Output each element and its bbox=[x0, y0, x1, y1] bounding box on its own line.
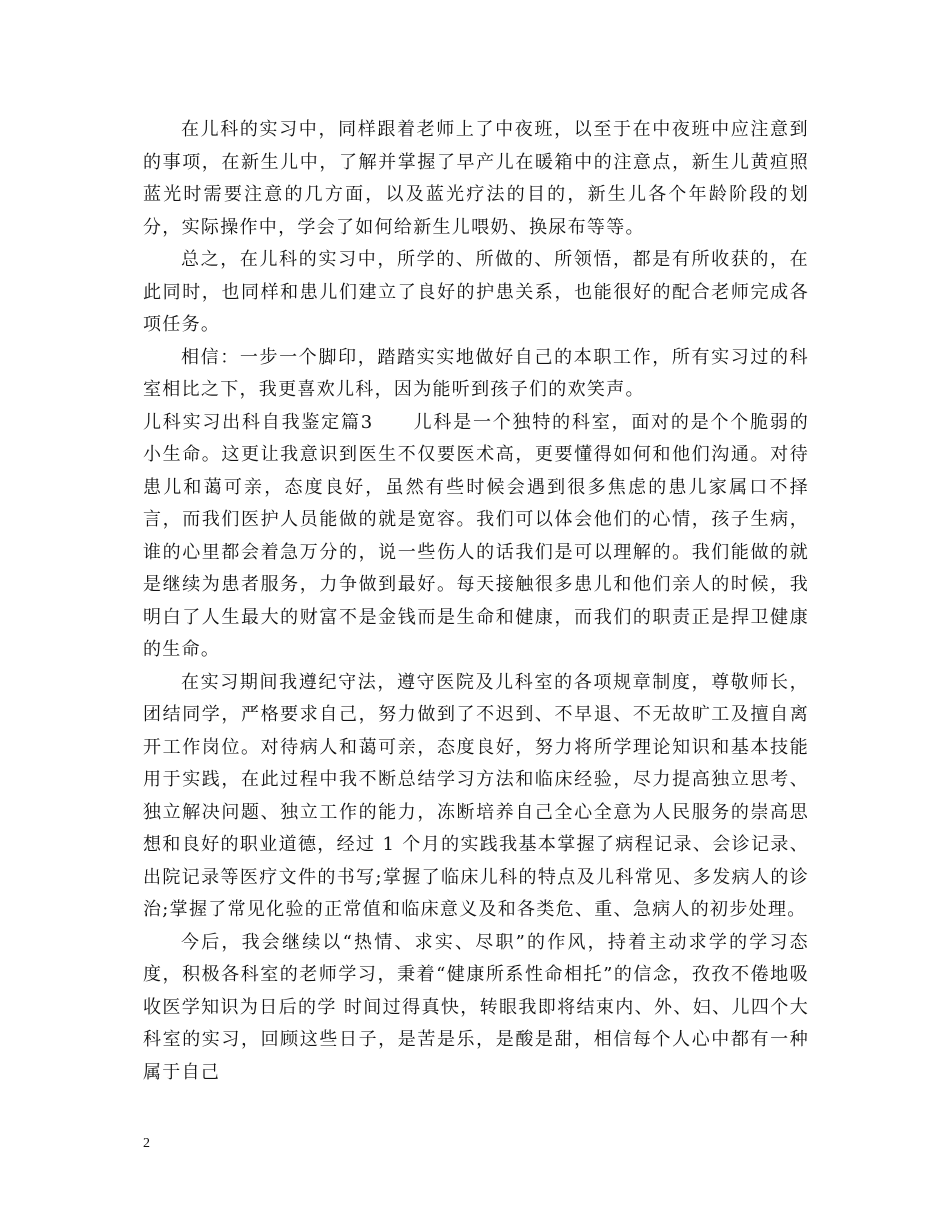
document-body bbox=[143, 114, 809, 1089]
paragraph-summary: 总之，在儿科的实习中，所学的、所做的、所领悟，都是有所收获的，在此同时，也同样和患儿们建立了良好的护患关系，也能很好的配合老师完成各项任务。 bbox=[143, 249, 809, 335]
paragraph-belief: 相信：一步一个脚印，踏踏实实地做好自己的本职工作，所有实习过的科室相比之下，我更喜欢儿科，因为能听到孩子们的欢笑声。 bbox=[143, 346, 809, 400]
paragraph-discipline: 在实习期间我遵纪守法，遵守医院及儿科室的各项规章制度，尊敬师长，团结同学，严格要求自己，努力做到了不迟到、不早退、不无故旷工及擅自离开工作岗位。对待病人和蔼可亲，态度良好，努力将所学理论知识和基本技能用于实践，在此过程中我不断总结学习方法和临床经验，尽力提高独立思考、独立解决问题、独立工作的能力，冻断培养自己全心全意为人民服务的崇高思想和良好的职业道德，经过 1 个月的实践我基本掌握了病程记录、会诊记录、出院记录等医疗文件的书写;掌握了临床儿科的特点及儿科常见、多发病人的诊治;掌握了常见化验的正常值和临床意义及和各类危、重、急病人的初步处理。 bbox=[143, 671, 809, 920]
paragraph-night-shift: 在儿科的实习中，同样跟着老师上了中夜班，以至于在中夜班中应注意到的事项，在新生儿中，了解并掌握了早产儿在暖箱中的注意点，新生儿黄疸照蓝光时需要注意的几方面，以及蓝光疗法的目的，新生儿各个年龄阶段的划分，实际操作中，学会了如何给新生儿喂奶、换尿布等等。 bbox=[143, 119, 809, 238]
paragraph-section-3: 儿科实习出科自我鉴定篇3 儿科是一个独特的科室，面对的是个个脆弱的小生命。这更让我意识到医生不仅要医术高，更要懂得如何和他们沟通。对待患儿和蔼可亲，态度良好，虽然有些时候会遇到很多焦虑的患儿家属口不择言，而我们医护人员能做的就是宽容。我们可以体会他们的心情，孩子生病，谁的心里都会着急万分的，说一些伤人的话我们是可以理解的。我们能做的就是继续为患者服务，力争做到最好。每天接触很多患儿和他们亲人的时候，我明白了人生最大的财富不是金钱而是生命和健康，而我们的职责正是捍卫健康的生命。 bbox=[143, 411, 809, 660]
paragraph-future: 今后，我会继续以“热情、求实、尽职”的作风，持着主动求学的学习态度，积极各科室的老师学习，秉着“健康所系性命相托”的信念，孜孜不倦地吸收医学知识为日后的学 时间过得真快，转眼我即将结束内、外、妇、儿四个大科室的实习，回顾这些日子，是苦是乐，是酸是甜，相信每个人心中都有一种属于自己 bbox=[143, 931, 809, 1083]
page-number: 2 bbox=[143, 1136, 150, 1151]
